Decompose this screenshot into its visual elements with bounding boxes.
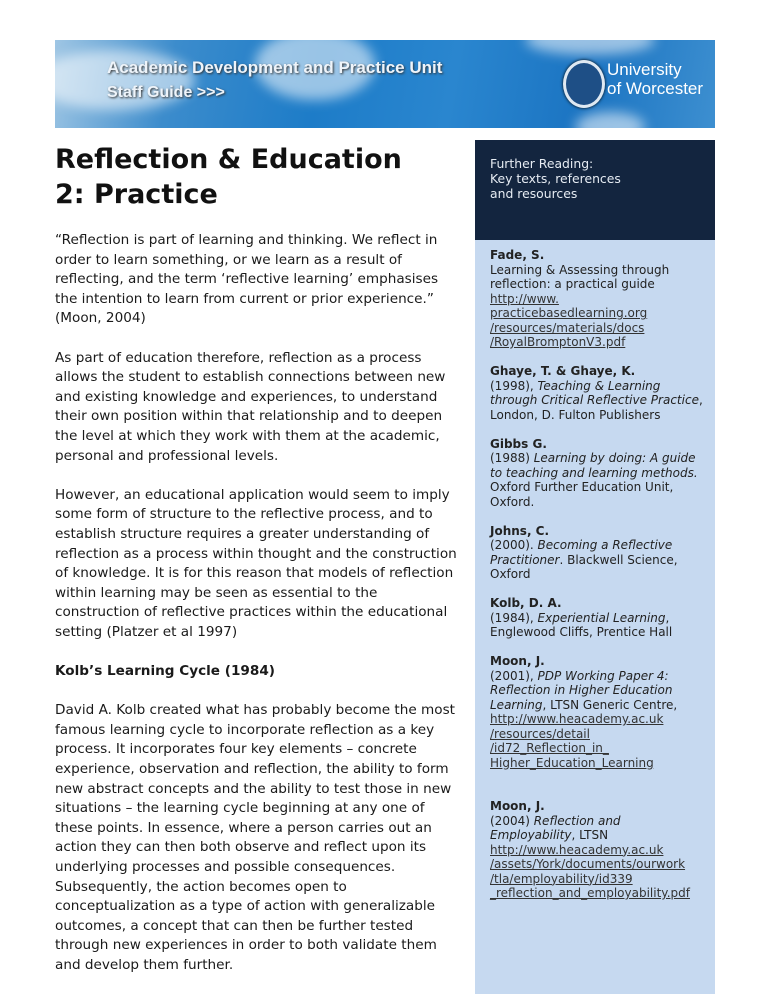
reference-citation [490,379,707,423]
reference-title: Teaching & Learning through Critical Reflective Practice [490,378,699,407]
main-column [55,142,460,995]
reference-link[interactable]: /RoyalBromptonV3.pdf [490,335,626,349]
banner-cloud [575,112,645,128]
reference-link[interactable]: /id72_Reflection_in_ [490,741,609,755]
reference-text: , LTSN [571,828,609,842]
reference-citation [490,451,707,509]
reference-item [490,524,707,582]
title-line: 2: Practice [55,179,218,210]
reference-text: (1998), [490,378,538,393]
reference-link[interactable]: Higher_Education_Learning [490,755,654,770]
reference-link[interactable]: _reflection_and_employability.pdf [490,886,690,900]
reference-title: PDP Working Paper 4: Reflection in Higher Education Learning [490,668,673,712]
reference-link[interactable]: /resources/materials/docs [490,320,645,335]
reference-item [490,248,707,350]
reference-item [490,364,707,422]
reference-citation [490,669,707,713]
heading-line: Further Reading: [490,156,594,171]
title-line: Reflection & Education [55,144,402,175]
body-paragraph: David A. Kolb created what has probably become the most famous learning cycle to incorporate reflection as a key process. It incorporates four key elements – concrete experience, observation and reflection, the ability to form new abstract concepts and the ability to test those in new situations – the learning cycle beginning at any one of these points. In essence, where a person carries out an action they can then both observe and reflect upon its underlying processes and possible consequences. Subsequently, the action becomes open to conceptualization as a type of action with generalizable outcomes, a concept that can then be further tested through new experiences in order to both validate them and develop them further. [55,702,455,973]
reference-text: (1988) [490,451,534,465]
reference-item [490,596,707,640]
reference-title: Learning by doing: A guide to teaching and learning methods. [490,451,698,480]
reference-author: Johns, C. [490,523,550,538]
header-banner [55,40,715,128]
reference-author: Kolb, D. A. [490,596,562,610]
reference-link[interactable]: http://www. [490,291,559,306]
reference-link[interactable]: /assets/York/documents/ourwork [490,857,686,871]
reference-text: (2001), [490,668,538,683]
reference-title: Reflection and Employability [490,813,621,842]
reference-author: Gibbs G. [490,436,547,451]
body-paragraph: As part of education therefore, reflection as a process allows the student to establish connections between new and existing knowledge and experiences, to understand their own position within that relationship and to deepen the level at which they work with them at the academic, personal and professional levels. [55,349,446,464]
reference-text: (2000). [490,538,538,552]
logo-line: University [607,60,682,79]
reference-citation [490,814,707,843]
reference-author: Ghaye, T. & Ghaye, K. [490,364,636,378]
university-name [607,60,703,98]
reference-text: . Blackwell Science, Oxford [490,552,678,581]
reference-text: , Englewood Cliffs, Prentice Hall [490,610,673,639]
reference-item [490,437,707,510]
further-reading-header [475,140,715,240]
page-title [55,142,460,212]
reference-link[interactable]: practicebasedlearning.org [490,306,648,320]
reference-text: (1984), [490,610,538,625]
unit-title: Academic Development and Practice Unit [107,58,443,77]
quote-paragraph: “Reflection is part of learning and thinking. We reflect in order to learn something, or we learn as a result of reflecting, and the term ‘reflective learning’ emphasises the intention to learn from current or prior experience.” (Moon, 2004) [55,232,439,327]
reference-link[interactable]: /tla/employability/id339 [490,871,633,886]
reference-link[interactable]: http://www.heacademy.ac.uk [490,712,664,726]
reference-title: Becoming a Reflective Practitioner [490,538,673,567]
reference-text: (2004) [490,813,534,828]
reference-title: Experiential Learning [537,610,666,625]
reference-link[interactable]: http://www.heacademy.ac.uk [490,842,664,857]
staff-guide-label: Staff Guide >>> [107,84,225,101]
body-paragraph: However, an educational application would seem to imply some form of structure to the reflective process, and to establish structure requires a greater understanding of reflection as a process within thought and the construction of knowledge. It is for this reason that models of reflection within learning may be seen as essential to the construction of reflective practices within the educational setting (Platzer et al 1997) [55,486,457,640]
reference-citation [490,611,707,640]
reference-list [475,240,715,994]
reference-author: Fade, S. [490,248,545,262]
reference-link[interactable]: /resources/detail [490,726,590,741]
reference-text: , London, D. Fulton Publishers [490,393,703,422]
reference-item [490,799,707,901]
heading-line: Key texts, references [490,171,621,186]
section-heading: Kolb’s Learning Cycle (1984) [55,663,276,680]
reference-citation [490,538,707,582]
reference-text: Oxford Further Education Unit, Oxford. [490,480,674,509]
reference-author: Moon, J. [490,654,545,668]
logo-line: of Worcester [607,79,704,98]
reference-text: Learning & Assessing through reflection: a practical guide [490,262,670,291]
reference-author: Moon, J. [490,799,545,813]
reference-citation [490,263,707,292]
reference-item [490,654,707,770]
university-logo-icon [563,60,605,108]
reference-text: , LTSN Generic Centre, [542,697,678,712]
heading-line: and resources [490,186,578,201]
banner-cloud [525,40,655,55]
